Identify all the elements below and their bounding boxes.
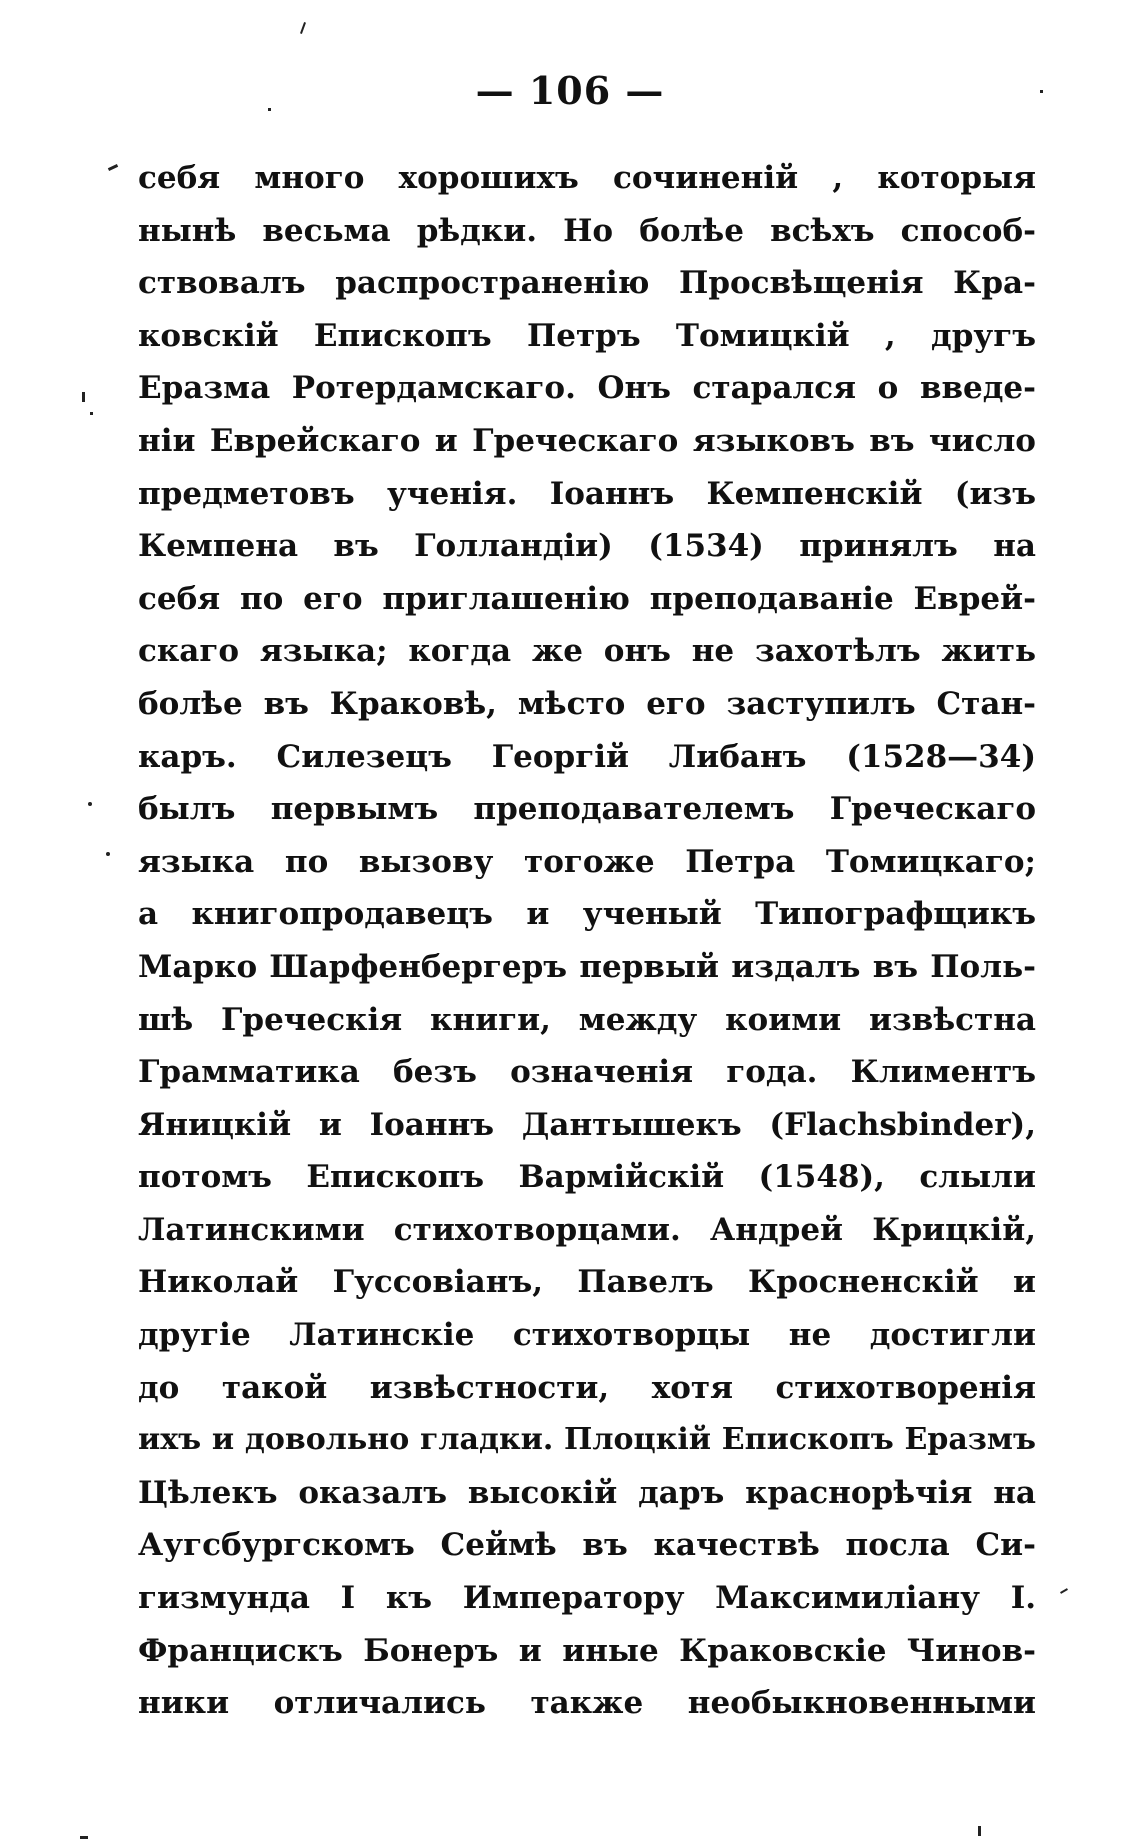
scan-speck (82, 392, 85, 402)
text-line: былъ первымъ преподавателемъ Греческаго (138, 791, 1036, 828)
text-line: Яницкій и Іоаннъ Дантышекъ (Flachsbinder), (138, 1106, 1036, 1143)
text-line: ніи Еврейскаго и Греческаго языковъ въ число (138, 422, 1036, 459)
text-line: а книгопродавецъ и ученый Типографщикъ (138, 896, 1036, 933)
scan-speck (1060, 1588, 1068, 1594)
text-line: другіе Латинскіе стихотворцы не достигли (138, 1317, 1036, 1354)
text-line: себя по его приглашенію преподаваніе Еврей- (138, 580, 1036, 617)
text-line: Еразма Ротердамскаго. Онъ старался о введе- (138, 370, 1036, 407)
scan-speck (268, 108, 271, 111)
text-line: потомъ Епископъ Вармійскій (1548), слыли (138, 1159, 1036, 1196)
scan-speck (978, 1826, 981, 1836)
scan-speck (108, 164, 118, 171)
text-line: Кемпена въ Голландіи) (1534) принялъ на (138, 528, 1036, 565)
text-line: гизмунда I къ Императору Максимиліану I. (138, 1580, 1036, 1617)
page-number: — 106 — (475, 68, 665, 113)
text-line: Марко Шарфенбергеръ первый издалъ въ Поль- (138, 948, 1036, 985)
text-line: себя много хорошихъ сочиненій , которыя (138, 160, 1036, 196)
text-line: языка по вызову тогоже Петра Томицкаго; (138, 843, 1036, 880)
text-line: Латинскими стихотворцами. Андрей Крицкій, (138, 1211, 1036, 1248)
text-line: нынѣ весьма рѣдки. Но болѣе всѣхъ способ- (138, 212, 1036, 249)
body-text (138, 152, 1036, 1730)
text-line: Цѣлекъ оказалъ высокій даръ краснорѣчія на (138, 1474, 1036, 1511)
scan-speck (1040, 90, 1043, 93)
text-line: болѣе въ Краковѣ, мѣсто его заступилъ Стан- (138, 685, 1036, 722)
text-line: шѣ Греческія книги, между коими извѣстна (138, 1001, 1036, 1038)
text-line: предметовъ ученія. Іоаннъ Кемпенскій (изъ (138, 475, 1036, 512)
text-line: Францискъ Бонеръ и иные Краковскіе Чинов- (138, 1632, 1036, 1669)
text-line: до такой извѣстности, хотя стихотворенія (138, 1369, 1036, 1406)
text-line: каръ. Силезецъ Георгій Либанъ (1528—34) (138, 738, 1036, 775)
text-line: ники отличались также необыкновенными (138, 1685, 1036, 1722)
text-line: ствовалъ распространенію Просвѣщенія Кра- (138, 265, 1036, 302)
text-line: ихъ и довольно гладки. Плоцкій Епископъ Еразмъ (138, 1422, 1036, 1458)
scan-speck (90, 412, 93, 415)
text-line: Николай Гуссовіанъ, Павелъ Кросненскій и (138, 1264, 1036, 1301)
text-line: ковскій Епископъ Петръ Томицкій , другъ (138, 317, 1036, 354)
scan-speck (88, 802, 92, 806)
text-line: Грамматика безъ означенія года. Климентъ (138, 1054, 1036, 1091)
scan-speck (300, 22, 306, 34)
scan-speck (106, 852, 110, 856)
text-line: скаго языка; когда же онъ не захотѣлъ жить (138, 633, 1036, 670)
scan-speck (80, 1836, 88, 1839)
text-line: Аугсбургскомъ Сеймѣ въ качествѣ посла Си- (138, 1527, 1036, 1564)
